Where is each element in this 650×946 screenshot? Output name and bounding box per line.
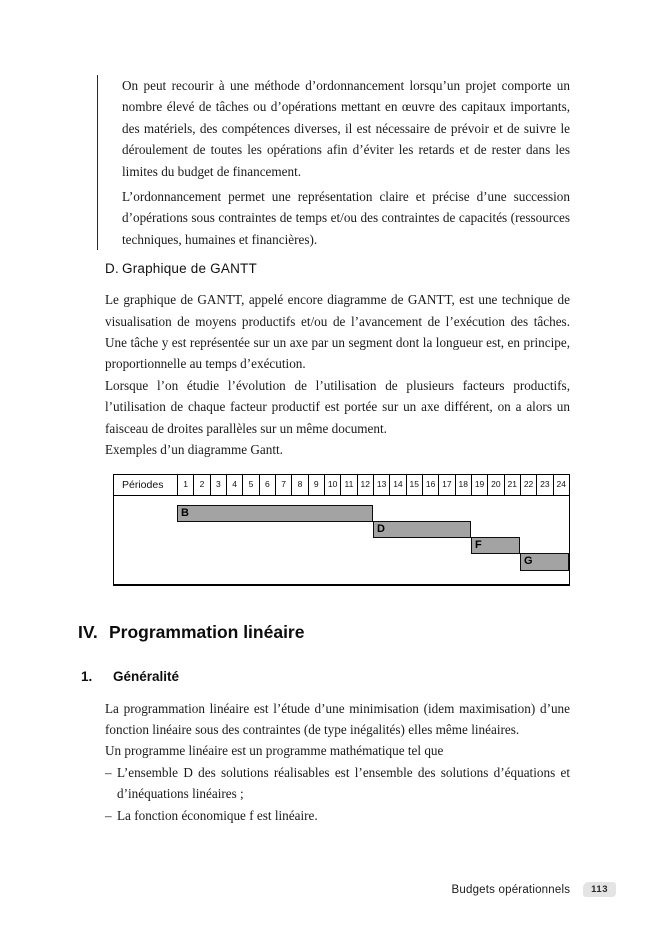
section-d-title: Graphique de GANTT — [122, 261, 257, 277]
section-iv-title: Programmation linéaire — [109, 621, 305, 642]
section-d-heading — [105, 260, 570, 278]
gantt-bar-b: B — [177, 505, 373, 523]
quote-paragraph-1: On peut recourir à une méthode d’ordonnancement lorsqu’un projet comporte un nombre élevé de tâches ou d’opérations mettant en œuvre des capitaux importants, des matériels, des compétences diverses, il est nécessaire de prévoir et de suivre le déroulement de toutes les opérations afin d’éviter les retards et de rester dans les limites du budget de financement. — [122, 78, 570, 179]
gantt-period-cell: 1 — [177, 475, 193, 495]
gantt-periods-label: Périodes — [122, 478, 164, 491]
gantt-bar-f: F — [471, 537, 520, 555]
gantt-paragraph-1: Le graphique de GANTT, appelé encore diagramme de GANTT, est une technique de visualisation de moyens productifs et/ou de l’avancement de l’exécution des tâches. Une tâche y est représentée sur un axe par un segment dont la longueur est, en principe, proportionnelle au temps d’exécution. — [105, 292, 570, 372]
gantt-period-cell: 3 — [210, 475, 226, 495]
subsection-1-heading — [81, 668, 610, 686]
intro-quote-block — [97, 75, 570, 250]
gantt-period-cell: 15 — [406, 475, 422, 495]
lp-paragraph-1: La programmation linéaire est l’étude d’une minimisation (idem maximisation) d’une fonction linéaire sous des contraintes (de type inégalités) elles même linéaires. — [105, 700, 570, 737]
quote-paragraph-2: L’ordonnancement permet une représentation claire et précise d’une succession d’opérations sous contraintes de temps et/ou des contraintes de capacités (ressources techniques, humaines et financières). — [122, 189, 570, 247]
gantt-period-cell: 6 — [259, 475, 275, 495]
gantt-period-cell: 23 — [536, 475, 552, 495]
page-footer — [452, 882, 616, 897]
footer-chapter-title: Budgets opérationnels — [451, 883, 571, 896]
gantt-period-cell: 5 — [242, 475, 258, 495]
gantt-period-cell: 20 — [487, 475, 503, 495]
gantt-bar-g: G — [520, 553, 569, 571]
subsection-1-title: Généralité — [113, 668, 180, 684]
linear-programming-description — [105, 698, 570, 826]
gantt-period-cell: 22 — [520, 475, 536, 495]
list-item-text: L’ensemble D des solutions réalisables est l’ensemble des solutions d’équations et d’inéquations linéaires ; — [117, 764, 570, 802]
list-dash: – — [105, 807, 112, 823]
gantt-period-cell: 4 — [226, 475, 242, 495]
gantt-bar-d: D — [373, 521, 471, 539]
gantt-description — [105, 289, 570, 460]
section-iv-number: IV. — [78, 621, 98, 642]
gantt-period-cell: 12 — [357, 475, 373, 495]
gantt-period-cell: 16 — [422, 475, 438, 495]
gantt-period-cell: 24 — [553, 475, 569, 495]
gantt-period-cell: 21 — [504, 475, 520, 495]
gantt-period-cell: 14 — [389, 475, 405, 495]
gantt-chart — [113, 474, 570, 586]
gantt-body — [114, 496, 569, 584]
gantt-period-cell: 2 — [193, 475, 209, 495]
list-item — [105, 762, 570, 805]
list-item — [105, 805, 570, 826]
section-iv-heading — [78, 620, 610, 644]
gantt-paragraph-3: Exemples d’un diagramme Gantt. — [105, 442, 283, 458]
section-d-number: D. — [105, 261, 119, 277]
gantt-period-cell: 11 — [340, 475, 356, 495]
gantt-period-cell: 18 — [455, 475, 471, 495]
gantt-period-cell: 13 — [373, 475, 389, 495]
gantt-period-cell: 7 — [275, 475, 291, 495]
page-number-badge: 113 — [583, 882, 616, 897]
gantt-paragraph-2: Lorsque l’on étudie l’évolution de l’utilisation de plusieurs facteurs productifs, l’utilisation de chaque facteur productif est portée sur un axe différent, on a alors un faisceau de droites parallèles sur un même document. — [105, 377, 570, 436]
gantt-period-cell: 9 — [308, 475, 324, 495]
list-item-text: La fonction économique f est linéaire. — [117, 807, 318, 823]
gantt-header-row — [114, 475, 569, 496]
lp-paragraph-2: Un programme linéaire est un programme mathématique tel que — [105, 743, 444, 759]
gantt-period-cell: 8 — [291, 475, 307, 495]
subsection-1-number: 1. — [81, 668, 93, 684]
gantt-period-cell: 19 — [471, 475, 487, 495]
gantt-period-cell: 17 — [438, 475, 454, 495]
list-dash: – — [105, 764, 112, 780]
gantt-period-cell: 10 — [324, 475, 340, 495]
